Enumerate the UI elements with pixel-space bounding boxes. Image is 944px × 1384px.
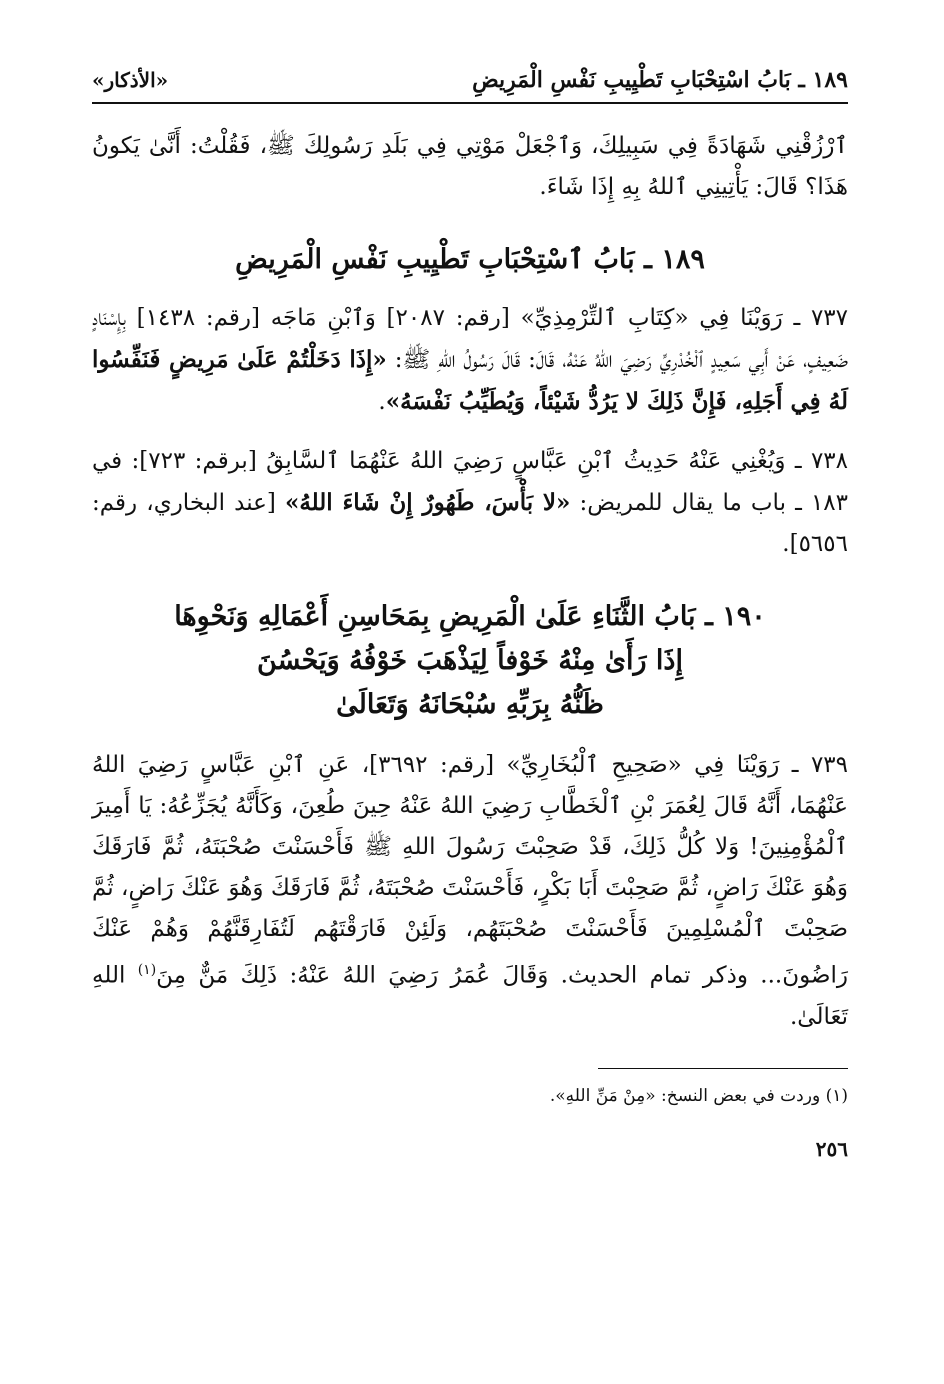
- hadith-738-intro: ٧٣٨ ـ وَيُغْنِي عَنْهُ حَدِيثُ ٱبْنِ عَبَّاسٍ رَضِيَ اللهُ عَنْهُمَا ٱلسَّابِقُ [برقم: ٧٢٣]: في ١٨٣ ـ باب ما يقال للمريض:: [92, 448, 849, 516]
- hadith-738-text: «لا بَأْسَ، طَهُورٌ إِنْ شَاءَ اللهُ»: [284, 489, 571, 516]
- book-page: [92, 58, 848, 1348]
- footnote: (١) وردت في بعض النسخ: «مِنْ مَنِّ اللهِ».: [549, 1085, 848, 1106]
- hadith-737-end: .: [378, 389, 386, 415]
- running-header: [92, 58, 848, 104]
- hadith-737-paragraph: [92, 298, 848, 423]
- chapter-189-title: ١٨٩ ـ بَابُ ٱسْتِحْبَابِ تَطْيِيبِ نَفْسِ الْمَرِيضِ: [235, 244, 705, 275]
- chapter-190-title-line-3: ظَنُّهُ بِرَبِّهِ سُبْحَانَهُ وَتَعَالَىٰ: [336, 689, 604, 720]
- continuation-paragraph: ٱرْزُقْنِي شَهَادَةً فِي سَبِيلِكَ، وَٱجْعَلْ مَوْتِي فِي بَلَدِ رَسُولِكَ ﷺ، فَقُلْتُ: أَنَّىٰ يَكونُ هَذَا؟ قَالَ: يَأْتِينِي ٱللهُ بِهِ إِذَا شَاءَ.: [92, 133, 848, 200]
- hadith-737-text: «إِذَا دَخَلْتُمْ عَلَىٰ مَرِيضٍ فَنَفِّسُوا لَهُ فِي أَجَلِهِ، فَإِنَّ ذَلِكَ لا يَرُدُّ شَيْئاً، وَيُطَيِّبُ نَفْسَهُ»: [92, 346, 848, 415]
- hadith-739-end: اللهِ تَعَالَىٰ.: [92, 962, 848, 1030]
- hadith-738-paragraph: [92, 441, 848, 565]
- chapter-190-title-line-1: ١٩٠ ـ بَابُ الثَّنَاءِ عَلَىٰ الْمَرِيضِ بِمَحَاسِنِ أَعْمَالِهِ وَنَحْوِهَا: [174, 601, 766, 632]
- hadith-737-intro: ٧٣٧ ـ رَوَيْنَا فِي «كِتَابِ ٱلتِّرْمِذِيِّ» [رقم: ٢٠٨٧] وَٱبْنِ مَاجَه [رقم: ١٤٣٨] بِإِسْنَادٍ ضَعِيفٍ، عَنْ أَبِي سَعِيدٍ ٱلْخُدْرِيِّ رَضِيَ اللهُ عَنْهُ، قَالَ: قَالَ رَسُولُ اللهِ ﷺ:: [92, 305, 849, 373]
- hadith-738-end: [عند البخاري، رقم: ٥٦٥٦].: [92, 490, 848, 557]
- footnote-reference: (١): [137, 962, 157, 978]
- hadith-739-text: ٧٣٩ ـ رَوَيْنَا فِي «صَحِيحِ ٱلْبُخَارِيِّ» [رقم: ٣٦٩٢]، عَنِ ٱبْنِ عَبَّاسٍ رَضِيَ اللهُ عَنْهُمَا، أَنَّهُ قَالَ لِعُمَرَ بْنِ ٱلْخَطَّابِ رَضِيَ اللهُ عَنْهُ حِينَ طُعِنَ، وَكَأَنَّهُ يُجَزِّعُهُ: يَا أَمِيرَ ٱلْمُؤْمِنِينَ! وَلا كُلُّ ذَلِكَ، قَدْ صَحِبْتَ رَسُولَ اللهِ ﷺ فَأَحْسَنْتَ صُحْبَتَهُ، ثُمَّ فَارَقَكَ وَهُوَ عَنْكَ رَاضٍ، ثُمَّ صَحِبْتَ أَبَا بَكْرٍ، فَأَحْسَنْتَ صُحْبَتَهُ، ثُمَّ فَارَقَكَ وَهُوَ عَنْكَ رَاضٍ، ثُمَّ صَحِبْتَ ٱلْمُسْلِمِينَ فَأَحْسَنْتَ صُحْبَتَهُم، وَلَئِنْ فَارَقْتَهُم لَتُفَارِقَنَّهُمْ وَهُمْ عَنْكَ رَاضُونَ... وذكر تمام الحديث. وَقَالَ عُمَرُ رَضِيَ اللهُ عَنْهُ: ذَلِكَ مَنٌّ مِنَ: [92, 752, 849, 989]
- chapter-190-title: [92, 595, 848, 727]
- header-book-title: «الأذكار»: [92, 68, 169, 92]
- chapter-190-title-line-2: إِذَا رَأَىٰ مِنْهُ خَوْفاً لِيَذْهَبَ خَوْفُهُ وَيَحْسُنَ: [257, 645, 683, 676]
- page-number: ٢٥٦: [815, 1136, 848, 1161]
- footnote-divider: [598, 1068, 848, 1069]
- hadith-739-paragraph: [92, 745, 848, 1038]
- header-chapter-title: ١٨٩ ـ بَابُ اسْتِحْبَابِ تَطْيِيبِ نَفْسِ الْمَرِيضِ: [472, 67, 848, 93]
